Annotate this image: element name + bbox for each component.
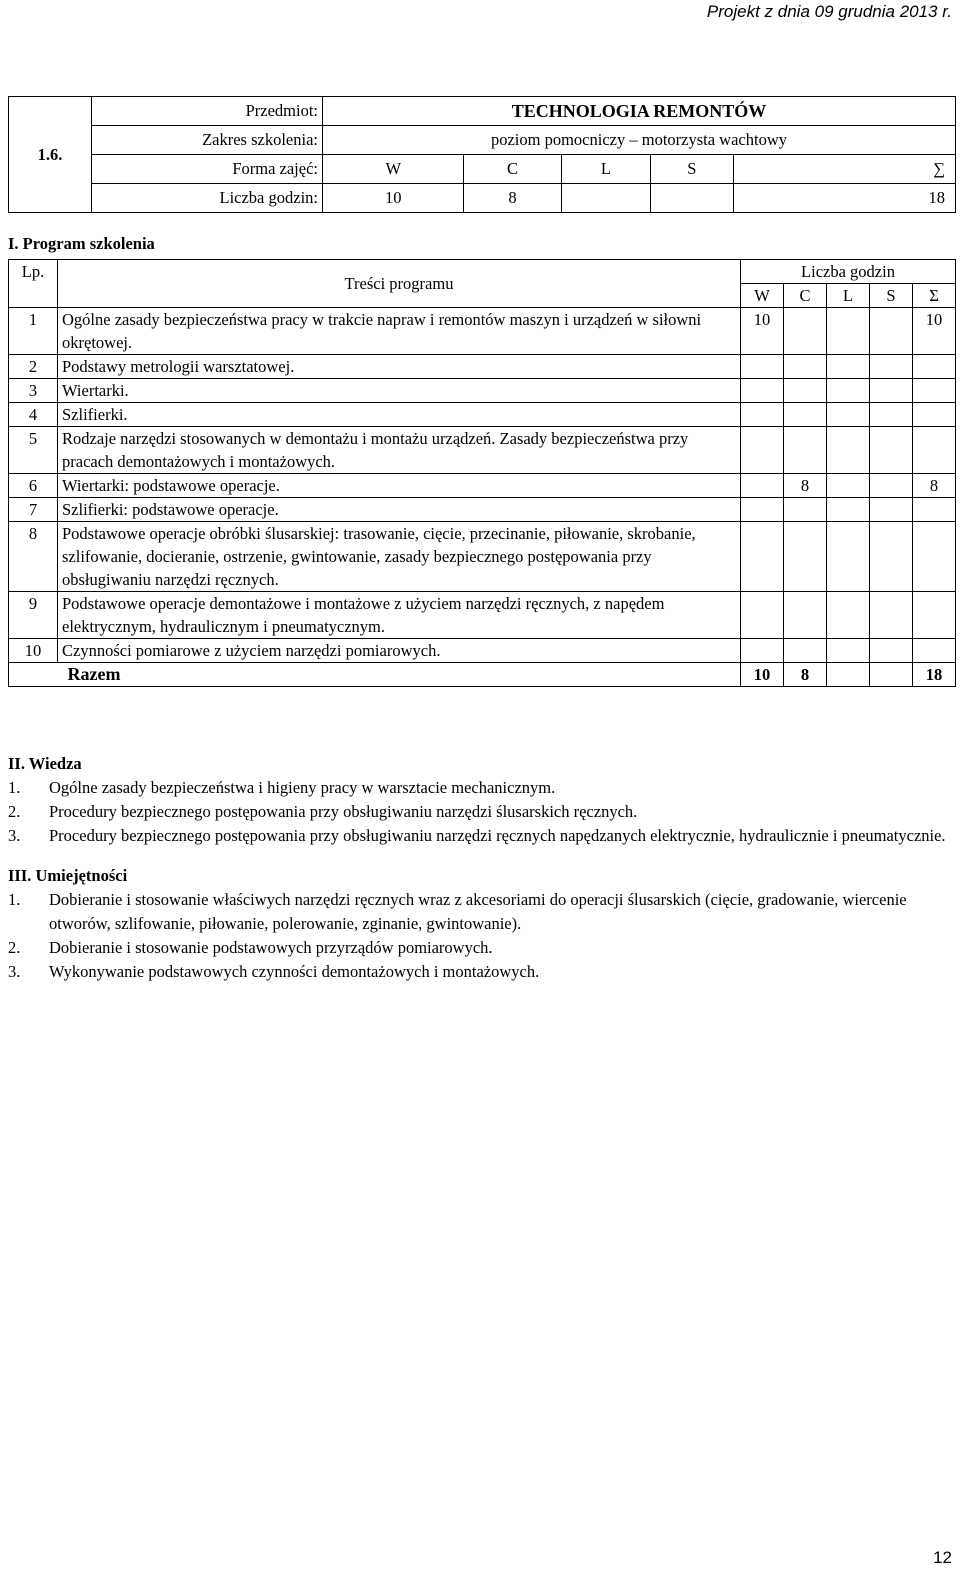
row-number: 4 <box>9 403 58 427</box>
row-content: Szlifierki. <box>58 403 741 427</box>
item-number: 2. <box>8 802 21 821</box>
col-sum: Σ <box>913 284 956 308</box>
program-row <box>9 308 956 355</box>
row-sum <box>913 379 956 403</box>
col-c: C <box>784 284 827 308</box>
row-c <box>784 427 827 474</box>
knowledge-heading: II. Wiedza <box>8 754 82 773</box>
row-number: 8 <box>9 522 58 592</box>
row-number: 1 <box>9 308 58 355</box>
row-sum <box>913 355 956 379</box>
skills-item <box>8 936 948 960</box>
row-l <box>827 427 870 474</box>
item-number: 1. <box>8 890 21 909</box>
row-sum <box>913 639 956 663</box>
row-w <box>741 403 784 427</box>
program-row <box>9 592 956 639</box>
program-heading: I. Program szkolenia <box>8 234 155 253</box>
item-text: Procedury bezpiecznego postępowania przy obsługiwaniu narzędzi ślusarskich ręcznych. <box>49 802 638 821</box>
program-row <box>9 379 956 403</box>
row-content: Rodzaje narzędzi stosowanych w demontażu i montażu urządzeń. Zasady bezpieczeństwa przy pracach demontażowych i montażowych. <box>58 427 741 474</box>
item-number: 2. <box>8 938 21 957</box>
row-l <box>827 403 870 427</box>
row-content: Podstawowe operacje demontażowe i montażowe z użyciem narzędzi ręcznych, z napędem elektrycznym, hydraulicznym i pneumatycznym. <box>58 592 741 639</box>
col-l: L <box>827 284 870 308</box>
program-table <box>8 259 956 687</box>
item-text: Wykonywanie podstawowych czynności demontażowych i montażowych. <box>49 962 540 981</box>
row-sum <box>913 427 956 474</box>
program-row <box>9 498 956 522</box>
row-s <box>870 427 913 474</box>
form-col-c: C <box>464 155 561 184</box>
row-number: 2 <box>9 355 58 379</box>
subject-value: TECHNOLOGIA REMONTÓW <box>323 97 956 126</box>
row-c <box>784 355 827 379</box>
document-header: Projekt z dnia 09 grudnia 2013 r. <box>706 2 952 21</box>
page-number: 12 <box>933 1548 952 1567</box>
row-w <box>741 522 784 592</box>
row-l <box>827 522 870 592</box>
row-content: Wiertarki. <box>58 379 741 403</box>
row-w <box>741 474 784 498</box>
row-number: 9 <box>9 592 58 639</box>
subject-table <box>8 96 956 213</box>
skills-item <box>8 960 948 984</box>
row-c <box>784 308 827 355</box>
skills-list <box>8 888 948 984</box>
row-c <box>784 522 827 592</box>
total-c: 8 <box>784 663 827 687</box>
col-s: S <box>870 284 913 308</box>
program-row <box>9 639 956 663</box>
knowledge-item <box>8 776 948 800</box>
hours-sum: 18 <box>733 184 955 213</box>
item-number: 3. <box>8 962 21 981</box>
row-w <box>741 427 784 474</box>
subject-label: Przedmiot: <box>92 97 323 126</box>
row-sum <box>913 403 956 427</box>
row-s <box>870 522 913 592</box>
form-col-s: S <box>651 155 733 184</box>
row-s <box>870 639 913 663</box>
row-s <box>870 592 913 639</box>
item-text: Dobieranie i stosowanie podstawowych przyrządów pomiarowych. <box>49 938 493 957</box>
row-number: 3 <box>9 379 58 403</box>
row-content: Czynności pomiarowe z użyciem narzędzi pomiarowych. <box>58 639 741 663</box>
row-s <box>870 379 913 403</box>
outcomes <box>8 752 948 984</box>
total-spacer <box>9 663 58 687</box>
item-text: Ogólne zasady bezpieczeństwa i higieny pracy w warsztacie mechanicznym. <box>49 778 556 797</box>
form-col-w: W <box>323 155 464 184</box>
hours-l <box>561 184 651 213</box>
row-content: Podstawowe operacje obróbki ślusarskiej: trasowanie, cięcie, przecinanie, piłowanie, skrobanie, szlifowanie, docieranie, ostrzenie, gwintowanie, zasady bezpiecznego postępowania przy obsługiwaniu narzędzi ręcznych. <box>58 522 741 592</box>
scope-value: poziom pomocniczy – motorzysta wachtowy <box>323 126 956 155</box>
row-c <box>784 498 827 522</box>
row-sum: 10 <box>913 308 956 355</box>
row-content: Podstawy metrologii warsztatowej. <box>58 355 741 379</box>
row-l <box>827 592 870 639</box>
form-col-sum: ∑ <box>733 155 955 184</box>
hours-w: 10 <box>323 184 464 213</box>
program-row <box>9 427 956 474</box>
program-row <box>9 403 956 427</box>
total-l <box>827 663 870 687</box>
row-l <box>827 498 870 522</box>
row-s <box>870 355 913 379</box>
knowledge-item <box>8 824 948 848</box>
total-w: 10 <box>741 663 784 687</box>
row-sum <box>913 522 956 592</box>
row-sum <box>913 592 956 639</box>
row-w <box>741 498 784 522</box>
total-sum: 18 <box>913 663 956 687</box>
row-l <box>827 474 870 498</box>
row-s <box>870 498 913 522</box>
skills-heading: III. Umiejętności <box>8 866 128 885</box>
col-lp: Lp. <box>9 260 58 308</box>
row-s <box>870 474 913 498</box>
program-row <box>9 474 956 498</box>
skills-item <box>8 888 948 936</box>
item-number: 3. <box>8 826 21 845</box>
row-sum: 8 <box>913 474 956 498</box>
col-w: W <box>741 284 784 308</box>
knowledge-item <box>8 800 948 824</box>
row-c <box>784 379 827 403</box>
row-number: 5 <box>9 427 58 474</box>
total-s <box>870 663 913 687</box>
item-text: Procedury bezpiecznego postępowania przy obsługiwaniu narzędzi ręcznych napędzanych elektrycznie, hydraulicznie i pneumatycznie. <box>49 826 946 845</box>
row-number: 6 <box>9 474 58 498</box>
row-content: Ogólne zasady bezpieczeństwa pracy w trakcie napraw i remontów maszyn i urządzeń w siłowni okrętowej. <box>58 308 741 355</box>
col-content: Treści programu <box>58 260 741 308</box>
row-number: 10 <box>9 639 58 663</box>
row-w <box>741 639 784 663</box>
hours-label: Liczba godzin: <box>92 184 323 213</box>
knowledge-list <box>8 776 948 848</box>
row-c <box>784 639 827 663</box>
row-content: Szlifierki: podstawowe operacje. <box>58 498 741 522</box>
row-number: 7 <box>9 498 58 522</box>
row-w <box>741 592 784 639</box>
row-l <box>827 379 870 403</box>
row-l <box>827 639 870 663</box>
row-sum <box>913 498 956 522</box>
row-l <box>827 308 870 355</box>
row-content: Wiertarki: podstawowe operacje. <box>58 474 741 498</box>
row-c: 8 <box>784 474 827 498</box>
row-l <box>827 355 870 379</box>
item-text: Dobieranie i stosowanie właściwych narzędzi ręcznych wraz z akcesoriami do operacji ślusarskich (cięcie, gradowanie, wiercenie otworów, szlifowanie, piłowanie, polerowanie, zginanie, gwintowanie). <box>49 890 907 933</box>
form-label: Forma zajęć: <box>92 155 323 184</box>
row-s <box>870 308 913 355</box>
row-w: 10 <box>741 308 784 355</box>
program-row <box>9 522 956 592</box>
row-w <box>741 379 784 403</box>
scope-label: Zakres szkolenia: <box>92 126 323 155</box>
program-row <box>9 355 956 379</box>
row-s <box>870 403 913 427</box>
row-c <box>784 403 827 427</box>
form-col-l: L <box>561 155 651 184</box>
section-number: 1.6. <box>9 97 92 213</box>
item-number: 1. <box>8 778 21 797</box>
hours-s <box>651 184 733 213</box>
hours-c: 8 <box>464 184 561 213</box>
row-c <box>784 592 827 639</box>
col-hours: Liczba godzin <box>741 260 956 284</box>
total-label: Razem <box>58 663 741 687</box>
row-w <box>741 355 784 379</box>
